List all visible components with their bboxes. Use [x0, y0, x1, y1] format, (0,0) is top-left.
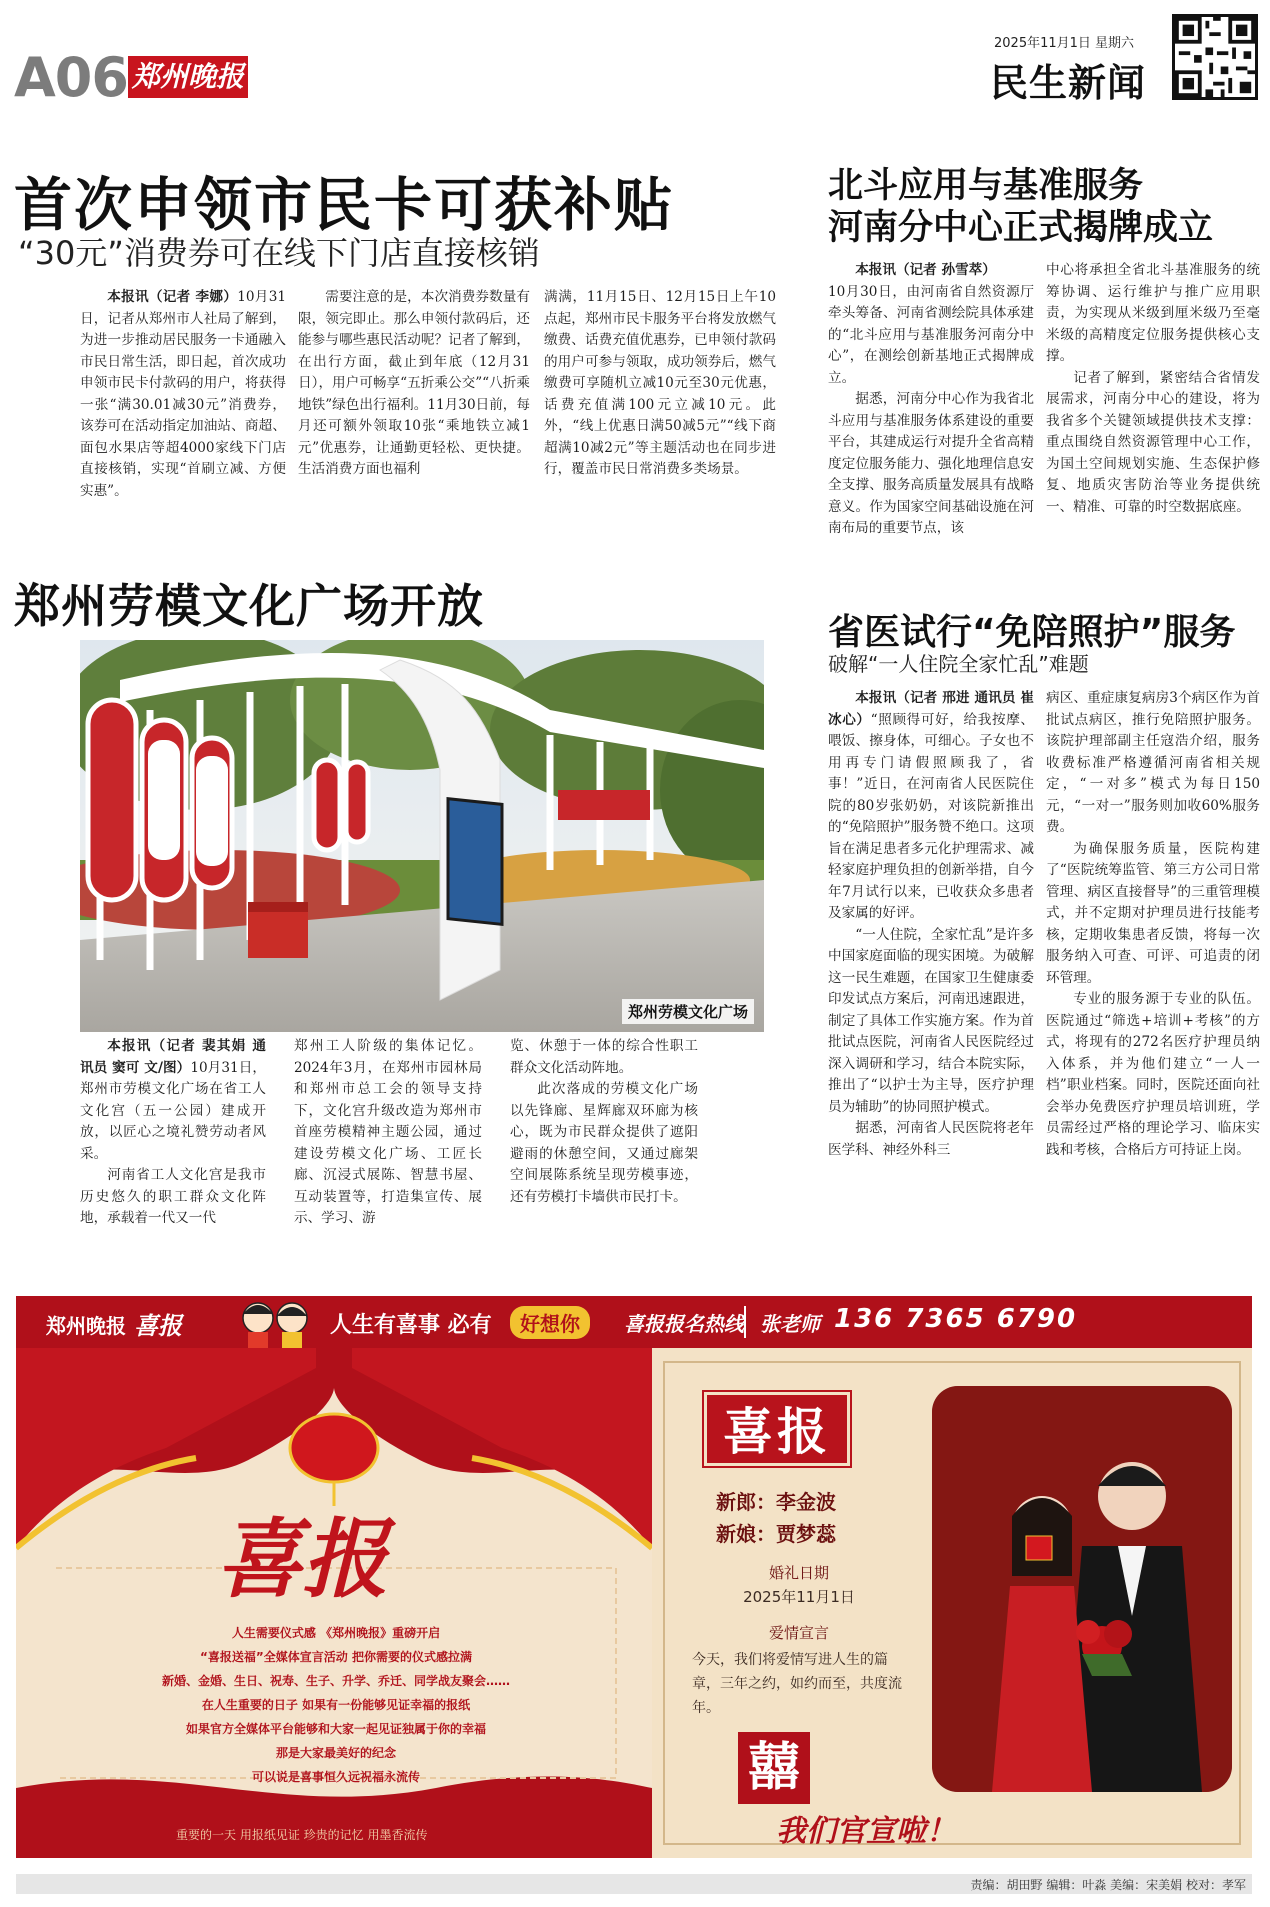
mascot-icon — [230, 1298, 320, 1348]
plaza-photo-illustration — [80, 640, 764, 1032]
paragraph: 专业的服务源于专业的队伍。医院通过“筛选+培训+考核”的方式，将现有的272名医疗护理员纳入体系，并为他们建立“一人一档”职业档案。同时，医院还面向社会举办免费医疗护理员培训班，学员需经过严格的理论学习、临床实践和考核，合格后方可持证上岗。 — [1046, 991, 1260, 1158]
article-headline: 首次申领市民卡可获补贴 — [14, 171, 675, 239]
page-footer — [16, 1874, 1252, 1894]
article-column — [80, 287, 286, 525]
article-column — [1046, 688, 1260, 1248]
ad-line: 可以说是喜事恒久远祝福永流传 — [251, 1770, 420, 1784]
article-column — [1046, 260, 1260, 556]
byline: 本报讯（记者 邢进 通讯员 崔冰心） — [828, 690, 1034, 728]
photo-caption: 郑州劳模文化广场 — [622, 999, 754, 1024]
paragraph: 10月31日，记者从郑州市人社局了解到，为进一步推动居民服务一卡通融入市民日常生活，即日起，首次成功申领市民卡付款码的用户，将获得一张“满30.01减30元”消费券，该券可在活动指定加油站、商超、面包水果店等超4000家线下门店直接核销，实现“首刷立减、方便实惠”。 — [80, 289, 286, 499]
paragraph: 为确保服务质量，医院构建了“医院统筹监管、第三方公司日常管理、病区直接督导”的三重管理模式，并不定期对护理员进行技能考核，定期收集患者反馈，将每一次服务纳入可查、可评、可追责的闭环管理。 — [1046, 840, 1260, 986]
ad-line: 新婚、金婚、生日、祝寿、生子、升学、乔迁、同学战友聚会…… — [161, 1674, 510, 1688]
article-subhead: “30元”消费券可在线下门店直接核销 — [18, 234, 540, 272]
hotline-label: 喜报报名热线 — [624, 1312, 744, 1336]
editor-credits: 责编：胡田野 编辑：叶淼 美编：宋美娟 校对：孝军 — [970, 1878, 1246, 1892]
paragraph: 中心将承担全省北斗基准服务的统筹协调、运行维护与推广应用职责，为实现从米级到厘米级乃至毫米级的高精度定位服务提供核心支撑。 — [1046, 262, 1260, 364]
bride-label: 新娘： — [716, 1522, 776, 1546]
byline: 本报讯（记者 孙雪萃） — [855, 262, 996, 278]
ad-left-panel — [16, 1348, 652, 1858]
ad-line: 在人生重要的日子 如果有一份能够见证幸福的报纸 — [201, 1698, 471, 1712]
paragraph: “一人住院，全家忙乱”是许多中国家庭面临的现实困境。为破解这一民生难题，在国家卫生健康委印发试点方案后，河南迅速跟进，制定了具体工作实施方案。作为首批试点医院，河南省人民医院经过深入调研和学习，结合本院实际，推出了“以护士为主导，医疗护理员为辅助”的协同照护模式。 — [828, 926, 1034, 1115]
paragraph: 10月30日，由河南省自然资源厅牵头筹备、河南省测绘院具体承建的“北斗应用与基准服务河南分中心”，在测绘创新基地正式揭牌成立。 — [828, 283, 1034, 386]
article-headline: 省医试行“免陪照护”服务 — [828, 612, 1236, 653]
byline: 本报讯（记者 李娜） — [107, 289, 238, 305]
article-column — [544, 287, 776, 525]
news-photo — [80, 640, 764, 1032]
vow-label: 爱情宣言 — [768, 1624, 829, 1642]
section-title: 民生新闻 — [990, 61, 1147, 105]
ad-big-title: 喜报 — [216, 1510, 388, 1610]
couple-photo — [932, 1386, 1232, 1792]
ad-banner — [16, 1296, 1252, 1348]
paragraph: 据悉，河南分中心作为我省北斗应用与基准服务体系建设的重要平台，其建成运行对提升全省高精度定位服务能力、强化地理信息安全支撑、服务高质量发展具有战略意义。作为国家空间基础设施在河南布局的重要节点，该 — [828, 391, 1034, 536]
article-headline: 郑州劳模文化广场开放 — [14, 579, 484, 633]
article-column — [510, 1036, 698, 1248]
article-column — [828, 688, 1034, 1248]
paragraph: 郑州工人阶级的集体记忆。2024年3月，在郑州市园林局和郑州市总工会的领导支持下，文化宫升级改造为郑州市首座劳模精神主题公园，通过建设劳模文化广场、工匠长廊、沉浸式展陈、智慧书屋、互动装置等，打造集宣传、展示、学习、游 — [294, 1038, 482, 1226]
groom-label: 新郎： — [716, 1490, 776, 1514]
article-subhead: 破解“一人住院全家忙乱”难题 — [828, 652, 1089, 676]
page-number: A06 — [14, 46, 128, 109]
paragraph: 记者了解到，紧密结合省情发展需求，河南分中心的建设，将为我省多个关键领域提供技术支撑：重点围绕自然资源管理中心工作，为国土空间规划实施、生态保护修复、地质灾害防治等业务提供统一、精准、可靠的时空数据底座。 — [1046, 369, 1260, 515]
article-column — [298, 287, 530, 525]
article-headline: 北斗应用与基准服务 — [828, 166, 1144, 206]
couple-photo-illustration — [932, 1386, 1232, 1792]
ad-brand: 郑州晚报 — [46, 1314, 126, 1338]
paragraph: 此次落成的劳模文化广场以先锋廊、星辉廊双环廊为核心，既为市民群众提供了遮阳避雨的休憩空间，又通过廊架空间展陈系统呈现劳模事迹，还有劳模打卡墙供市民打卡。 — [510, 1081, 698, 1205]
article-column — [828, 260, 1034, 556]
qr-code-icon[interactable] — [1172, 14, 1258, 100]
byline: 本报讯（记者 裴其娟 通讯员 窦可 文/图） — [80, 1038, 266, 1076]
ad-slogan: 人生有喜事 必有 — [330, 1313, 492, 1338]
newspaper-logo: 郑州晚报 — [128, 56, 248, 98]
phone-number[interactable]: 136 7365 6790 — [834, 1304, 1078, 1334]
contact-name: 张老师 — [760, 1312, 820, 1336]
vow-text: 今天，我们将爱情写进人生的篇章，三年之约，如约而至，共度流年。 — [692, 1652, 902, 1716]
ad-line: 人生需要仪式感 《郑州晚报》重磅开启 — [231, 1626, 441, 1640]
article-column — [80, 1036, 266, 1248]
ad-right-title: 喜报 — [704, 1392, 850, 1466]
ad-brand-xibao: 喜报 — [134, 1312, 182, 1340]
ad-motto: 重要的一天 用报纸见证 珍贵的记忆 用墨香流传 — [176, 1828, 428, 1842]
paragraph: 病区、重症康复病房3个病区作为首批试点病区，推行免陪照护服务。该院护理部副主任寇浩介绍，服务收费标准严格遵循河南省相关规定，“一对多”模式为每日150元，“一对一”服务则加收60%服务费。 — [1046, 690, 1260, 835]
paragraph: 满满，11月15日、12月15日上午10点起，郑州市民卡服务平台将发放燃气缴费、话费充值优惠券，已申领付款码的用户可参与领取，成功领券后，燃气缴费可享随机立减10元至30元优惠，话费充值满100元立减10元。此外，“线上优惠日满50减5元”“线下商超满10减2元”等主题活动也在同步进行，覆盖市民日常消费多类场景。 — [544, 289, 776, 477]
advertisement — [16, 1296, 1252, 1858]
announce-text: 我们官宣啦！ — [776, 1814, 956, 1849]
ad-line: 如果官方全媒体平台能够和大家一起见证独属于你的幸福 — [185, 1722, 486, 1736]
ad-line: 那是大家最美好的纪念 — [275, 1746, 396, 1760]
groom-name: 李金波 — [776, 1490, 836, 1514]
ad-line: “喜报送福”全媒体宣言活动 把你需要的仪式感拉满 — [200, 1650, 472, 1664]
article-column — [294, 1036, 482, 1248]
paragraph: 览、休憩于一体的综合性职工群众文化活动阵地。 — [510, 1038, 698, 1076]
wedding-date-label: 婚礼日期 — [768, 1564, 829, 1582]
paragraph: 据悉，河南省人民医院将老年医学科、神经外科三 — [828, 1120, 1034, 1158]
bride-name: 贾梦蕊 — [776, 1522, 836, 1546]
article-headline: 河南分中心正式揭牌成立 — [828, 208, 1214, 248]
paragraph: “照顾得可好，给我按摩、喂饭、擦身体，可细心。子女也不用再专门请假照顾我了，省事！”近日，在河南省人民医院住院的80岁张奶奶，对该院新推出的“免陪照护”服务赞不绝口。这项旨在满足患者多元化护理需求、减轻家庭护理负担的创新举措，自今年7月试行以来，已收获众多患者及家属的好评。 — [828, 711, 1034, 921]
wedding-date: 2025年11月1日 — [743, 1588, 855, 1606]
paragraph: 河南省工人文化宫是我市历史悠久的职工群众文化阵地，承载着一代又一代 — [80, 1167, 266, 1226]
ad-brand-badge: 好想你 — [510, 1306, 590, 1339]
issue-date: 2025年11月1日 星期六 — [994, 36, 1135, 51]
divider — [744, 1306, 746, 1338]
paragraph: 需要注意的是，本次消费券数量有限，领完即止。那么申领付款码后，还能参与哪些惠民活动呢？记者了解到，在出行方面，截止到年底（12月31日），用户可畅享“五折乘公交”“八折乘地铁”绿色出行福利。11月30日前，每月还可额外领取10张“乘地铁立减1元”优惠券，让通勤更轻松、更快捷。生活消费方面也福利 — [298, 289, 530, 477]
double-happiness-icon: 囍 — [738, 1732, 810, 1804]
paragraph: 10月31日，郑州市劳模文化广场在省工人文化宫（五一公园）建成开放，以匠心之境礼赞劳动者风采。 — [80, 1059, 266, 1162]
